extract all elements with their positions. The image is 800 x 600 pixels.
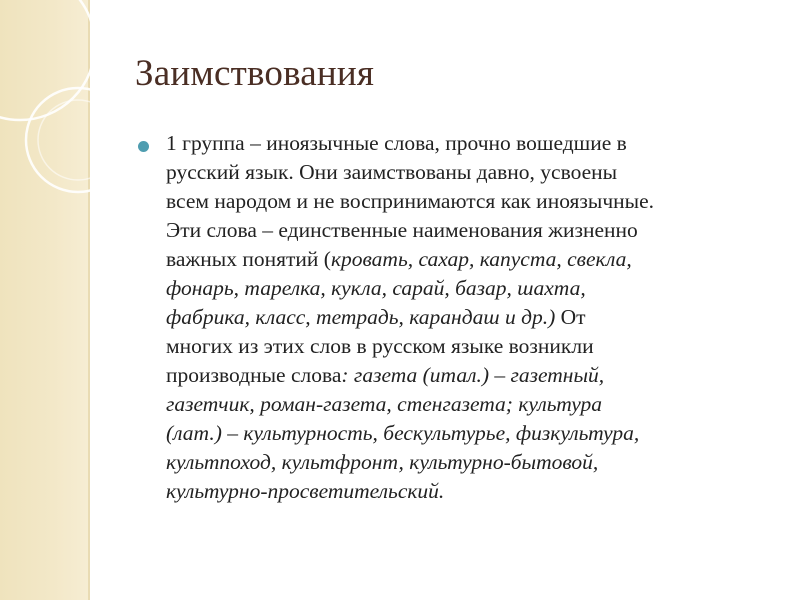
slide-title: Заимствования bbox=[135, 53, 375, 94]
text-segment: русский язык. Они заимствованы давно, усвоены bbox=[166, 160, 618, 184]
text-line bbox=[166, 419, 776, 448]
text-line bbox=[166, 448, 776, 477]
decorative-circle-large bbox=[0, 0, 95, 120]
text-segment: производные слова bbox=[166, 363, 342, 387]
text-line bbox=[166, 158, 776, 187]
italic-text: кровать, сахар, капуста, свекла, bbox=[330, 247, 632, 271]
text-line bbox=[166, 477, 776, 506]
text-line bbox=[166, 216, 776, 245]
italic-text: фонарь, тарелка, кукла, сарай, базар, шахта, bbox=[166, 276, 586, 300]
italic-text: : газета (итал.) – газетный, bbox=[341, 363, 605, 387]
text-segment: важных понятий ( bbox=[166, 247, 331, 271]
body-text bbox=[166, 129, 776, 506]
decorative-circles bbox=[0, 0, 110, 230]
italic-text: (лат.) – культурность, бескультурье, физкультура, bbox=[166, 421, 640, 445]
text-segment: От bbox=[555, 305, 586, 329]
italic-text: культурно-просветительский. bbox=[166, 479, 445, 503]
text-segment: Эти слова – единственные наименования жизненно bbox=[166, 218, 638, 242]
decorative-circle-inner bbox=[38, 100, 110, 180]
text-line bbox=[166, 332, 776, 361]
text-segment: 1 группа – иноязычные слова, прочно вошедшие в bbox=[166, 131, 627, 155]
text-line bbox=[166, 390, 776, 419]
text-line bbox=[166, 361, 776, 390]
italic-text: культпоход, культфронт, культурно-бытовой, bbox=[166, 450, 599, 474]
text-segment: всем народом и не воспринимаются как иноязычные. bbox=[166, 189, 655, 213]
italic-text: газетчик, роман-газета, стенгазета; культура bbox=[166, 392, 602, 416]
text-segment: многих из этих слов в русском языке возникли bbox=[166, 334, 594, 358]
text-line bbox=[166, 245, 776, 274]
text-line bbox=[166, 187, 776, 216]
text-line bbox=[166, 303, 776, 332]
text-line bbox=[166, 274, 776, 303]
bullet-icon bbox=[138, 141, 149, 152]
italic-text: фабрика, класс, тетрадь, карандаш и др.) bbox=[166, 305, 556, 329]
text-line bbox=[166, 129, 776, 158]
